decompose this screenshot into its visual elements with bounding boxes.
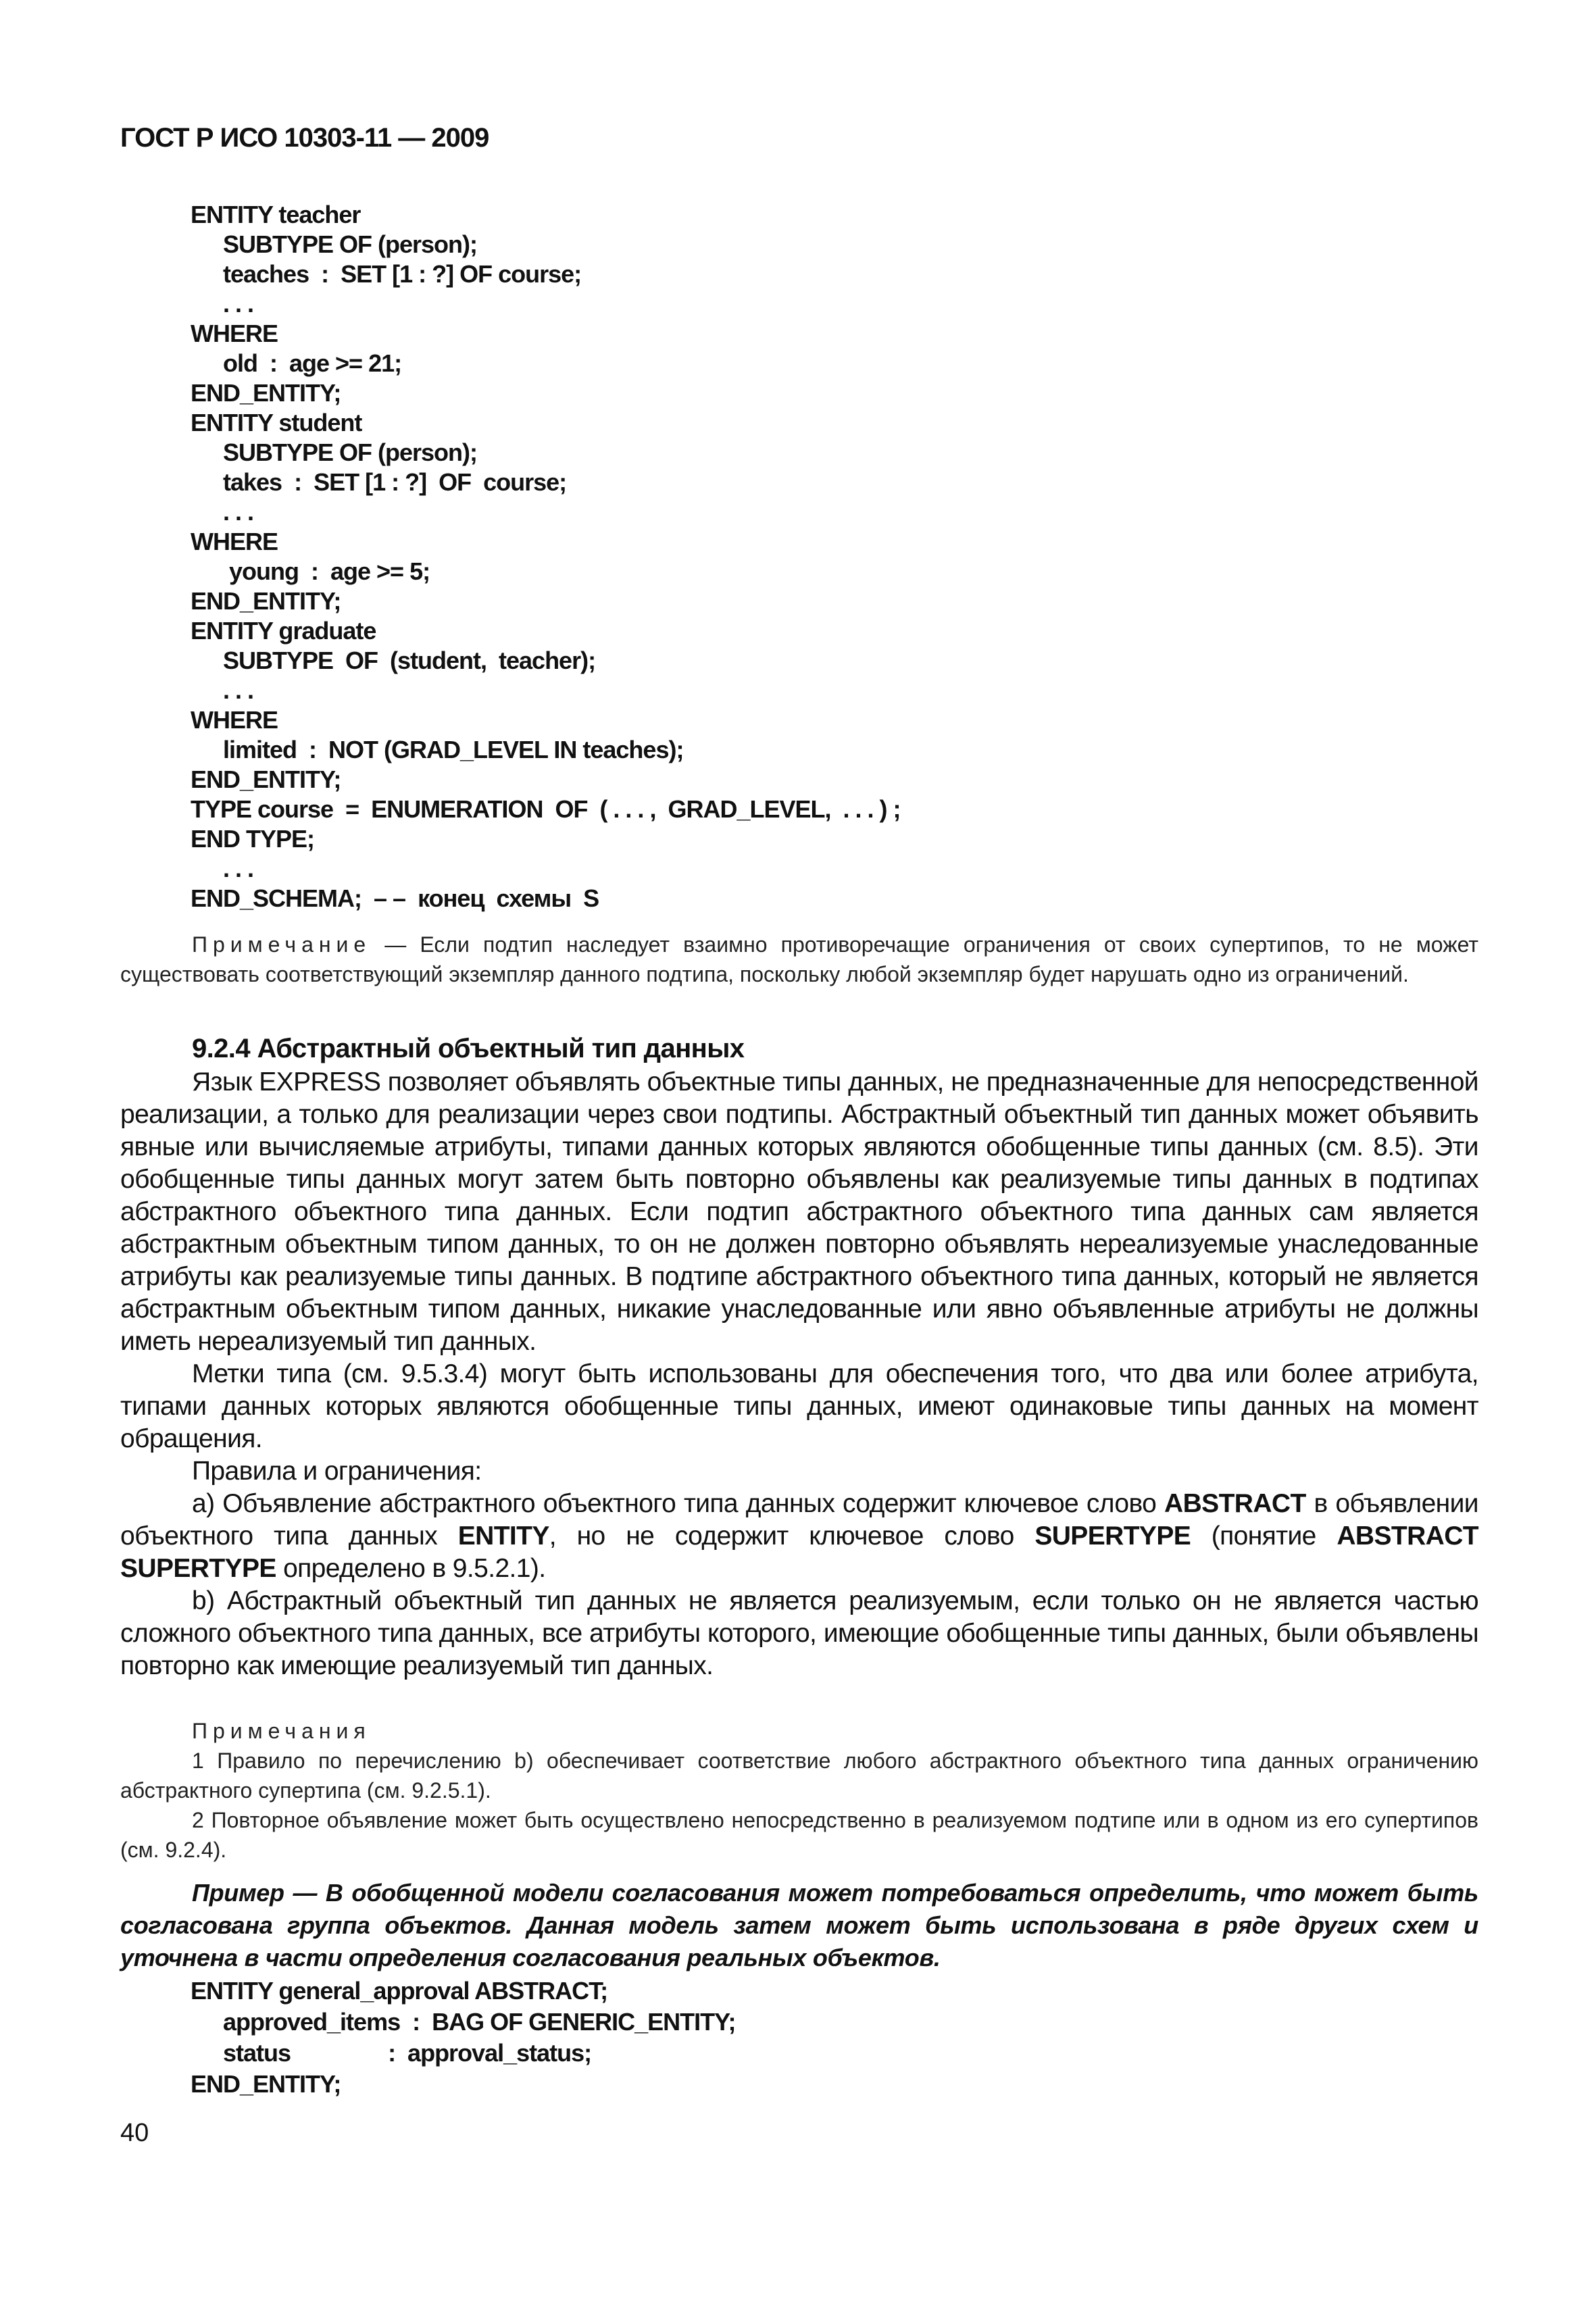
code-line: ENTITY student <box>191 409 362 436</box>
section-title: 9.2.4 Абстрактный объектный тип данных <box>192 1034 745 1063</box>
page-number: 40 <box>120 2119 149 2147</box>
code-line: END_ENTITY; <box>191 2070 341 2098</box>
code-line: . . . <box>223 498 254 526</box>
note-item: 2 Повторное объявление может быть осуществлено непосредственно в реализуемом подтипе или в одном из его супертипов (см. 9.2.4). <box>120 1808 1478 1862</box>
section-body <box>120 1031 1478 1682</box>
code-line: ENTITY teacher <box>191 201 361 228</box>
code-line: . . . <box>223 855 254 882</box>
code-line: TYPE course = ENUMERATION OF ( . . . , GRAD_LEVEL, . . . ) ; <box>191 795 901 823</box>
rule-b: b) Абстрактный объектный тип данных не является реализуемым, если только он не является частью сложного объектного типа данных, все атрибуты которого, имеющие обобщенные типы данных, были объявлены повторно как имеющие реализуемый тип данных. <box>120 1586 1478 1680</box>
keyword: ENTITY <box>457 1521 549 1551</box>
rule-text: , но не содержит ключевое слово <box>549 1521 1035 1551</box>
code-line: WHERE <box>191 528 278 555</box>
document-header: ГОСТ Р ИСО 10303-11 — 2009 <box>120 123 489 153</box>
paragraph: Метки типа (см. 9.5.3.4) могут быть использованы для обеспечения того, что два или более атрибута, типами данных которых являются обобщенные типы данных, имеют одинаковые типы данных на момент обращения. <box>120 1359 1478 1453</box>
code-line: old : age >= 21; <box>223 349 402 377</box>
keyword: ABSTRACT SUPERTYPE <box>120 1521 1479 1583</box>
code-block <box>191 200 1508 913</box>
notes-block <box>120 1716 1478 1865</box>
code-line: . . . <box>223 290 254 318</box>
keyword: SUPERTYPE <box>1034 1521 1191 1551</box>
code-line: SUBTYPE OF (student, teacher); <box>223 647 596 674</box>
note-label: Примечание <box>192 932 372 957</box>
code-line: END_ENTITY; <box>191 379 341 407</box>
code-line: END_ENTITY; <box>191 765 341 793</box>
code-line: approved_items : BAG OF GENERIC_ENTITY; <box>223 2008 736 2036</box>
code-line: WHERE <box>191 706 278 734</box>
code-line: SUBTYPE OF (person); <box>223 230 478 258</box>
code-line: limited : NOT (GRAD_LEVEL IN teaches); <box>223 736 684 763</box>
code-line: young : age >= 5; <box>223 557 430 585</box>
code-line: status : approval_status; <box>223 2039 592 2067</box>
paragraph: Правила и ограничения: <box>192 1457 482 1486</box>
example-text: Пример — В обобщенной модели согласования может потребоваться определить, что может быть согласована группа объектов. Данная модель затем может быть использована в ряде других схем и уточнена в части определения согласования реальных объектов. <box>120 1879 1478 1971</box>
code-line: END_ENTITY; <box>191 587 341 615</box>
code-line: teaches : SET [1 : ?] OF course; <box>223 260 582 288</box>
example-paragraph <box>120 1877 1478 1974</box>
rule-text: a) Объявление абстрактного объектного типа данных содержит ключевое слово <box>192 1489 1165 1518</box>
code-line: END_SCHEMA; – – конец схемы S <box>191 884 599 912</box>
note-paragraph <box>120 930 1478 989</box>
keyword: ABSTRACT <box>1164 1489 1306 1518</box>
code-line: WHERE <box>191 320 278 347</box>
note-text: — Если подтип наследует взаимно противоречащие ограничения от своих супертипов, то не может существовать соответствующий экземпляр данного подтипа, поскольку любой экземпляр будет нарушать одно из ограничений. <box>120 932 1478 986</box>
code-line: ENTITY graduate <box>191 617 376 645</box>
rule-a <box>120 1488 1478 1585</box>
code-line: takes : SET [1 : ?] OF course; <box>223 468 567 496</box>
code-line: SUBTYPE OF (person); <box>223 438 478 466</box>
paragraph: Язык EXPRESS позволяет объявлять объектные типы данных, не предназначенные для непосредственной реализации, а только для реализации через свои подтипы. Абстрактный объектный тип данных может объявить явные или вычисляемые атрибуты, типами данных которых являются обобщенные типы данных (см. 8.5). Эти обобщенные типы данных могут затем быть повторно объявлены как реализуемые типы данных в подтипах абстрактного объектного типа данных. Если подтип абстрактного объектного типа данных сам является абстрактным объектным типом данных, то он не должен повторно объявлять нереализуемые унаследованные атрибуты как реализуемые типы данных. В подтипе абстрактного объектного типа данных, который не является абстрактным объектным типом данных, никакие унаследованные или явно объявленные атрибуты не должны иметь нереализуемый тип данных. <box>120 1067 1478 1356</box>
rule-text: в объявлении объектного типа данных <box>120 1489 1478 1551</box>
code-line: ENTITY general_approval ABSTRACT; <box>191 1977 608 2005</box>
notes-label: Примечания <box>192 1719 371 1743</box>
code-block-example <box>191 1976 735 2100</box>
code-line: END TYPE; <box>191 825 315 853</box>
rule-text: определено в 9.5.2.1). <box>276 1554 546 1583</box>
code-line: . . . <box>223 676 254 704</box>
note-item: 1 Правило по перечислению b) обеспечивает соответствие любого абстрактного объектного типа данных ограничению абстрактного супертипа (см. 9.2.5.1). <box>120 1749 1478 1803</box>
rule-text: (понятие <box>1191 1521 1337 1551</box>
